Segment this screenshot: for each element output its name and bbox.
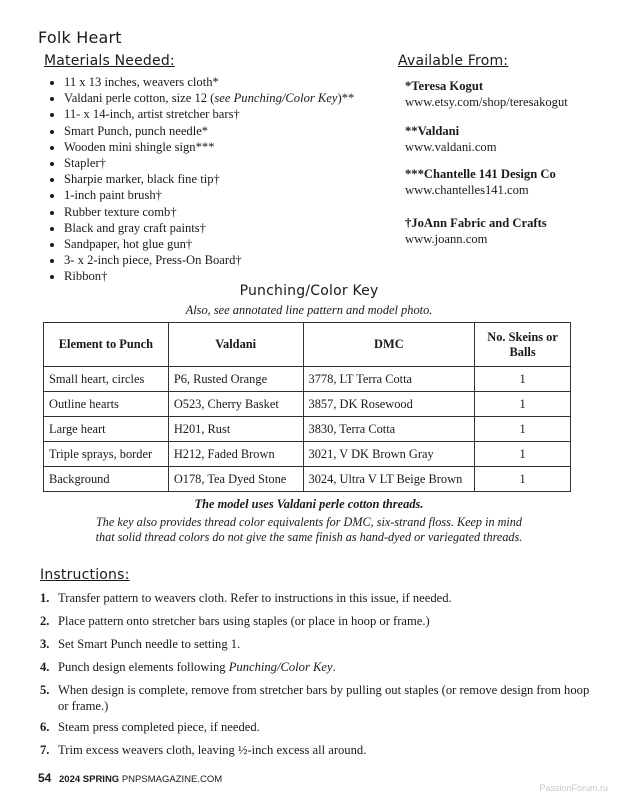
- step-number: 3.: [40, 637, 50, 651]
- column-header: DMC: [303, 323, 475, 367]
- list-item: • 3- x 2-inch piece, Press-On Board†: [64, 252, 354, 268]
- step-text: Trim excess weavers cloth, leaving ½-inch excess all around.: [58, 743, 367, 757]
- table-cell: 3778, LT Terra Cotta: [303, 367, 475, 392]
- table-cell: Small heart, circles: [44, 367, 169, 392]
- step-number: 6.: [40, 720, 50, 734]
- step-text: When design is complete, remove from stretcher bars by pulling out staples (or remove design from hoop or frame.): [58, 683, 590, 713]
- list-item: • Black and gray craft paints†: [64, 220, 354, 236]
- source-url[interactable]: www.valdani.com: [405, 139, 497, 154]
- step-text: Transfer pattern to weavers cloth. Refer to instructions in this issue, if needed.: [58, 591, 452, 605]
- source-valdani: [405, 124, 497, 155]
- table-row: [44, 467, 571, 492]
- table-cell: P6, Rusted Orange: [168, 367, 303, 392]
- issue-season: 2024 SPRING: [59, 774, 120, 785]
- source-url[interactable]: www.chantelles141.com: [405, 182, 529, 197]
- instruction-step: [40, 743, 590, 759]
- step-number: 2.: [40, 614, 50, 628]
- key-note-bold: The model uses Valdani perle cotton threads.: [194, 497, 424, 511]
- watermark: PassionForum.ru: [539, 783, 608, 793]
- step-text: Set Smart Punch needle to setting 1.: [58, 637, 241, 651]
- magazine-site: PNPSMAGAZINE.COM: [121, 774, 223, 785]
- table-cell: Outline hearts: [44, 392, 169, 417]
- key-note-line-2: that solid thread colors do not give the same finish as hand-dyed or variegated threads.: [95, 530, 523, 544]
- list-item: • Ribbon†: [64, 268, 354, 284]
- list-item: • Stapler†: [64, 155, 354, 171]
- source-name: *Teresa Kogut: [405, 79, 484, 93]
- column-header: No. Skeins or Balls: [475, 323, 571, 367]
- table-cell: 1: [475, 442, 571, 467]
- color-key-subtitle: Also, see annotated line pattern and model photo.: [185, 303, 433, 317]
- table-cell: Large heart: [44, 417, 169, 442]
- table-cell: O523, Cherry Basket: [168, 392, 303, 417]
- list-item: • Sharpie marker, black fine tip†: [64, 171, 354, 187]
- step-text: Steam press completed piece, if needed.: [58, 720, 260, 734]
- table-cell: 3024, Ultra V LT Beige Brown: [303, 467, 475, 492]
- table-cell: H201, Rust: [168, 417, 303, 442]
- color-key-table: [43, 322, 571, 492]
- step-text: Punch design elements following Punching/Color Key.: [58, 660, 336, 674]
- source-name: †JoAnn Fabric and Crafts: [405, 216, 547, 230]
- source-url[interactable]: www.etsy.com/shop/teresakogut: [405, 94, 568, 109]
- table-cell: 3830, Terra Cotta: [303, 417, 475, 442]
- materials-list: [44, 74, 354, 285]
- instruction-step: [40, 660, 590, 676]
- step-text: Place pattern onto stretcher bars using staples (or place in hoop or frame.): [58, 614, 430, 628]
- source-joann: [405, 216, 547, 247]
- table-cell: O178, Tea Dyed Stone: [168, 467, 303, 492]
- step-number: 4.: [40, 660, 50, 674]
- table-cell: 1: [475, 367, 571, 392]
- table-header-row: [44, 323, 571, 367]
- source-chantelle: [405, 167, 556, 198]
- key-note-line-1: The key also provides thread color equivalents for DMC, six-strand floss. Keep in mind: [96, 515, 522, 529]
- column-header: Element to Punch: [44, 323, 169, 367]
- table-cell: Background: [44, 467, 169, 492]
- instruction-step: [40, 720, 590, 736]
- instructions-heading: Instructions:: [40, 567, 130, 583]
- table-cell: 1: [475, 392, 571, 417]
- list-item: • Valdani perle cotton, size 12 (see Punching/Color Key)**: [64, 90, 354, 106]
- table-row: [44, 417, 571, 442]
- list-item: • 1-inch paint brush†: [64, 187, 354, 203]
- table-cell: 3021, V DK Brown Gray: [303, 442, 475, 467]
- source-name: **Valdani: [405, 124, 460, 138]
- source-name: ***Chantelle 141 Design Co: [405, 167, 556, 181]
- list-item: • Smart Punch, punch needle*: [64, 123, 354, 139]
- page-footer: [38, 771, 222, 785]
- list-item: • 11- x 14-inch, artist stretcher bars†: [64, 106, 354, 122]
- step-number: 1.: [40, 591, 50, 605]
- list-item: • Sandpaper, hot glue gun†: [64, 236, 354, 252]
- list-item: • 11 x 13 inches, weavers cloth*: [64, 74, 354, 90]
- table-cell: Triple sprays, border: [44, 442, 169, 467]
- table-cell: H212, Faded Brown: [168, 442, 303, 467]
- table-row: [44, 367, 571, 392]
- materials-heading: Materials Needed:: [44, 53, 175, 69]
- instruction-step: [40, 591, 590, 607]
- available-heading: Available From:: [398, 53, 509, 69]
- color-key-title: Punching/Color Key: [239, 283, 379, 299]
- table-row: [44, 442, 571, 467]
- column-header: Valdani: [168, 323, 303, 367]
- list-item: • Rubber texture comb†: [64, 204, 354, 220]
- table-row: [44, 392, 571, 417]
- page-number: 54: [38, 771, 52, 785]
- instruction-step: [40, 637, 590, 653]
- list-item: • Wooden mini shingle sign***: [64, 139, 354, 155]
- table-cell: 1: [475, 417, 571, 442]
- table-cell: 1: [475, 467, 571, 492]
- source-teresa-kogut: [405, 79, 568, 110]
- page-title: Folk Heart: [38, 28, 122, 47]
- step-number: 5.: [40, 683, 50, 697]
- table-cell: 3857, DK Rosewood: [303, 392, 475, 417]
- instruction-step: [40, 683, 590, 714]
- step-number: 7.: [40, 743, 50, 757]
- source-url[interactable]: www.joann.com: [405, 231, 488, 246]
- instruction-step: [40, 614, 590, 630]
